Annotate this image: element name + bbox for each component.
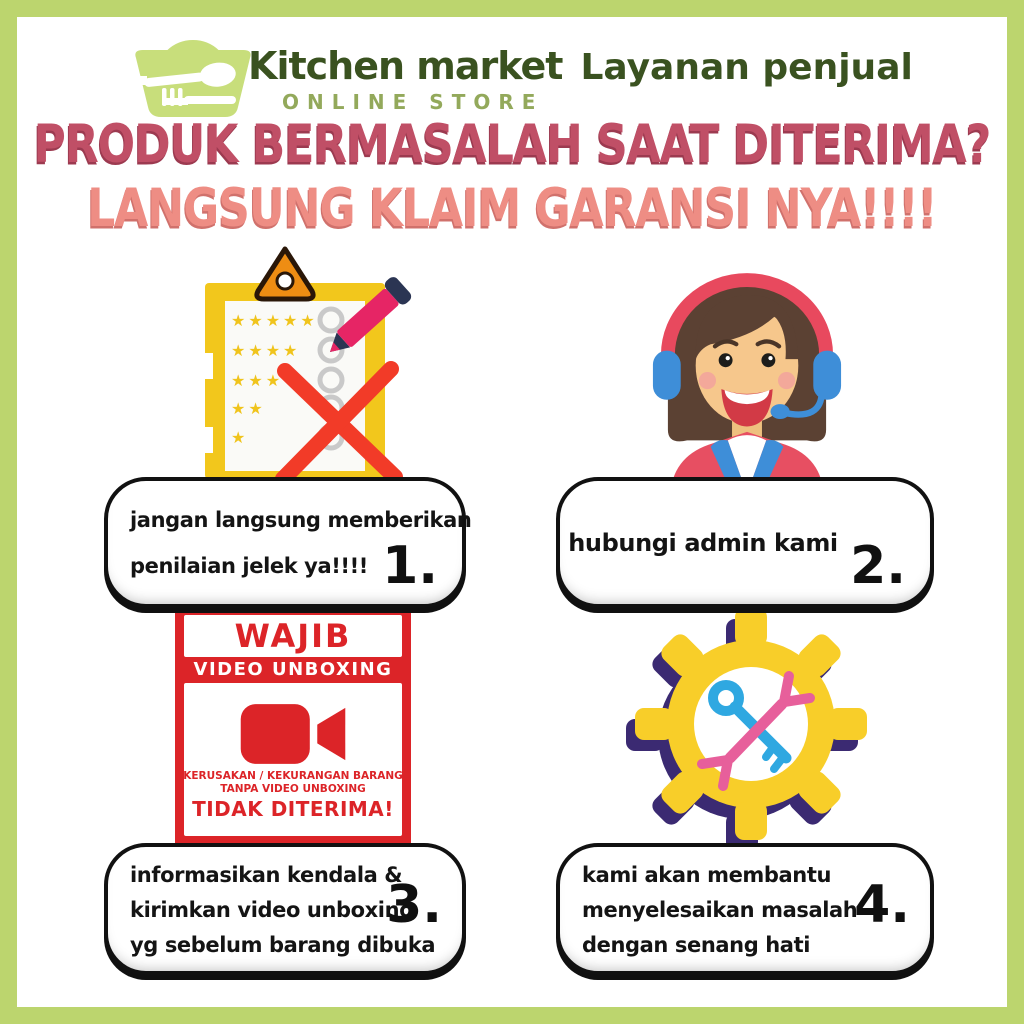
headphone-earcup-left [653,351,681,400]
headphone-earcup-right [813,351,841,400]
sign-warning-line1: KERUSAKAN / KEKURANGAN BARANG [183,769,403,782]
video-camera-icon [237,698,349,770]
wajib-video-unboxing-sign [175,606,411,845]
brand-name: Kitchen market [248,44,563,88]
brand-title-row [248,44,913,88]
step-1-number: 1. [382,536,438,596]
svg-text:★★: ★★ [231,399,266,418]
rating-checklist-illustration [185,243,415,479]
brand-subtitle: ONLINE STORE [282,90,544,114]
svg-text:★: ★ [231,428,249,447]
sign-warning-line2: TANPA VIDEO UNBOXING [220,783,366,795]
customer-service-agent-illustration [640,248,854,496]
sign-warning-line3: TIDAK DITERIMA! [192,796,394,821]
headline-line1: PRODUK BERMASALAH SAAT DITERIMA? [33,114,991,176]
step-box-3 [104,843,466,975]
svg-text:★★★: ★★★ [231,371,284,390]
clipboard-clip-icon [257,249,313,299]
step-4-number: 4. [854,875,910,935]
step-4-text: kami akan membantu menyelesaikan masalah dengan senang hati [582,863,858,957]
step-1-text: jangan langsung memberikan penilaian jelek ya!!!! [130,508,472,578]
headline-line2: LANGSUNG KLAIM GARANSI NYA!!!! [87,178,937,240]
basket-cutlery-logo-icon [126,20,260,118]
brand-tagline: Layanan penjual [580,47,913,88]
sign-body [184,683,402,836]
step-box-2 [556,477,934,608]
sign-subheading: VIDEO UNBOXING [193,659,393,680]
sign-heading: WAJIB [184,615,402,657]
svg-text:★★★★: ★★★★ [231,341,301,360]
step-3-number: 3. [386,875,442,935]
step-2-text: hubungi admin kami [568,528,838,557]
step-box-4 [556,843,934,975]
step-2-number: 2. [850,536,906,596]
step-3-text: informasikan kendala & kirimkan video unboxing yg sebelum barang dibuka [130,863,436,957]
svg-text:★★★★★: ★★★★★ [231,311,318,330]
microphone-icon [771,404,790,419]
gear-tools-illustration [626,612,876,848]
basket-slit [130,76,147,85]
step-box-1 [104,477,472,608]
